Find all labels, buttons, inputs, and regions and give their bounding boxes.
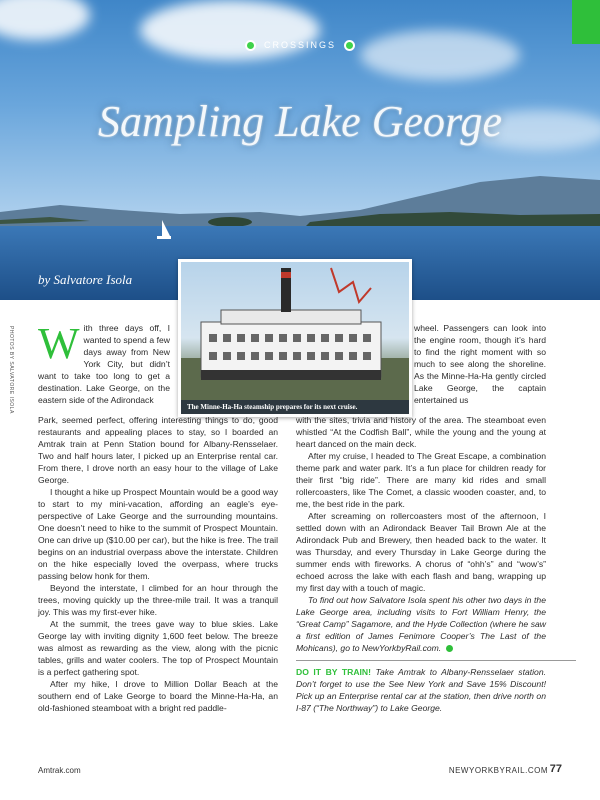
- more-info-text: To find out how Salvatore Isola spent his other two days in the Lake George area, including visits to Fort William Henry, the “Great Camp” Sagamore, and the Hyde Collection (where he saw a first edition of James Fenimore Cooper’s The Last of the Mohicans), go to NewYorkbyRail.com.: [296, 595, 546, 653]
- footer-url: NEWYORKBYRAIL.COM: [448, 766, 548, 775]
- flag-line: [331, 268, 371, 302]
- steamship-illustration: [181, 262, 409, 414]
- right-column: [296, 414, 546, 714]
- sailboat-hull: [157, 236, 171, 239]
- paragraph: At the summit, the trees gave way to blue skies. Lake George lay with inviting dignity 1,600 feet below. The breeze was almost as rewarding as the view, along with the picnic tables, grills and water coolers. The top of Prospect Mountain is a perfect gathering spot.: [38, 619, 278, 677]
- bullet-icon: [245, 40, 256, 51]
- right-intro: [414, 322, 546, 406]
- steamship-waterline: [201, 370, 381, 380]
- drop-cap: W: [38, 319, 80, 368]
- paragraph: After my hike, I drove to Million Dollar Beach at the southern end of Lake George to board the Minne-Ha-Ha, an old-fashioned steamboat with a bright red paddle-: [38, 679, 278, 713]
- end-mark-icon: [446, 645, 453, 652]
- byline: by Salvatore Isola: [38, 272, 133, 287]
- paragraph: After screaming on rollercoasters most of the afternoon, I settled down with an Adirondack Beaver Tail Brown Ale at the Adirondack Pub and Brewery, then headed back to the water. It was Thursday, and every Thursday in Lake George during the summer ends with fireworks. A chorus of “ohh’s” and “wow’s” echoed across the lake with each flash and bang, wrapping up my first day with a touch of magic.: [296, 511, 546, 593]
- right-intro-text: wheel. Passengers can look into the engine room, though it’s hard to find the right moment with so much to see along the shoreline. As the Minne-Ha-Ha gently circled Lake George, the captain entertained us: [414, 323, 546, 405]
- cta-paragraph: [296, 666, 546, 714]
- paragraph: I thought a hike up Prospect Mountain would be a good way to start to my mini-vacation, affording an eagle’s eye-perspective of Lake George and the surrounding mountains. One doesn’t need to hike to the summit of Prospect Mountain. One can drive up ($10.00 per car), but the hike is free. The trail begins on an industrial overpass above the interstate. Children on the hike especially loved the overpass, where trucks passing below honk for them.: [38, 487, 278, 581]
- photo-credit: PHOTOS BY SALVATORE ISOLA: [8, 326, 14, 414]
- page-title: Sampling Lake George: [97, 97, 503, 146]
- cta-lead: DO IT BY TRAIN!: [296, 667, 371, 677]
- photo-caption: The Minne-Ha-Ha steamship prepares for its next cruise.: [181, 400, 409, 414]
- page-number: 77: [549, 763, 562, 775]
- left-intro: [38, 319, 170, 406]
- steamship-photo: [178, 259, 412, 417]
- paragraph: Beyond the interstate, I climbed for an hour through the trees, moving quickly up the three-mile trail. It was a tranquil joy. This was my first-ever hike.: [38, 583, 278, 617]
- steamship-hull: [201, 322, 381, 377]
- footer-site: Amtrak.com: [38, 766, 81, 775]
- left-intro-text: ith three days off, I wanted to spend a few days away from New York City, but didn’t want to take too long to get a destination. Lake George, on the eastern side of the Adirondack: [38, 323, 170, 405]
- hero-image: [0, 0, 600, 300]
- left-column: [38, 414, 278, 714]
- divider: [296, 660, 576, 661]
- steamship-upper-deck: [221, 310, 361, 324]
- section-label-text: CROSSINGS: [263, 40, 336, 50]
- section-tab: [572, 0, 600, 44]
- bullet-icon: [344, 40, 355, 51]
- island: [208, 217, 252, 227]
- paragraph: Park, seemed perfect, offering interesting things to do, good restaurants and appealing places to stay, so I boarded an Amtrak train at Penn Station bound for Albany-Rensselaer. Two and half hours later, I picked up an Enterprise rental car. From there, I drove north an easy hour to the village of Lake George.: [38, 415, 278, 485]
- cta-text: Take Amtrak to Albany-Rensselaer station. Don’t forget to use the See New York and Save 15% Discount! Pick up an Enterprise rental car at the station, then drive north on I-87 (“The Northway”) to Lake George.: [296, 667, 546, 713]
- paragraph: with the sites, trivia and history of the area. The steamboat even whistled “At the Codfish Ball”, while the young and the young at heart danced on the main deck.: [296, 415, 546, 449]
- section-label: [0, 40, 600, 51]
- more-info-paragraph: [296, 594, 546, 654]
- paragraph: After my cruise, I headed to The Great Escape, a combination theme park and water park. It’s a fun place for children ready for their first “big ride”. There are many kid rides and small rollercoasters, like The Comet, a classic wooden coaster, and, to me, the best ride in the park.: [296, 451, 546, 509]
- smokestack-band: [281, 272, 291, 278]
